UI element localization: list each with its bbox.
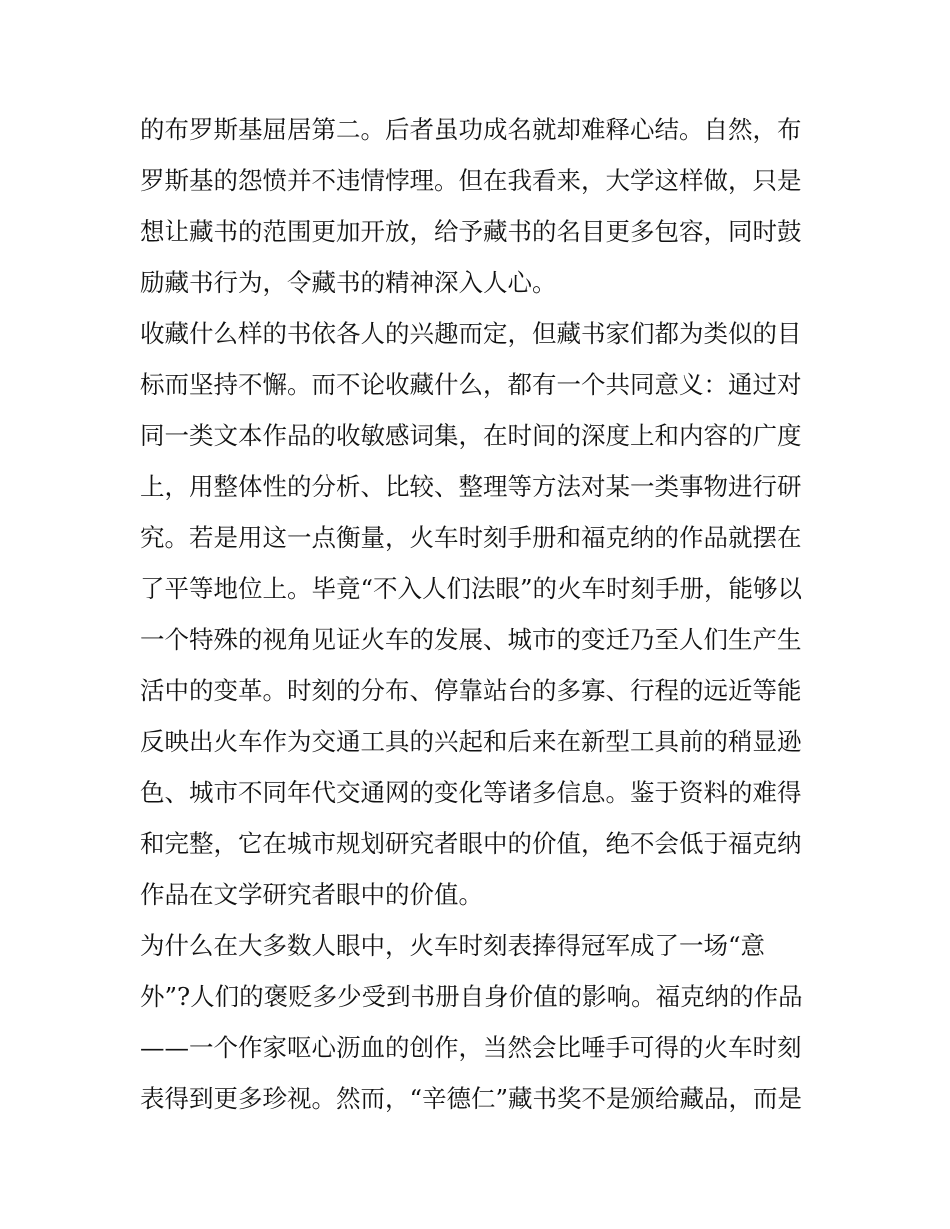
text-line: 标而坚持不懈。而不论收藏什么，都有一个共同意义：通过对 <box>140 370 802 399</box>
text-line: 和完整，它在城市规划研究者眼中的价值，绝不会低于福克纳 <box>140 829 802 858</box>
text-line: 外”?人们的褒贬多少受到书册自身价值的影响。福克纳的作品 <box>140 982 803 1011</box>
text-line: 罗斯基的怨愤并不违情悖理。但在我看来，大学这样做，只是 <box>140 166 802 195</box>
text-line: 活中的变革。时刻的分布、停靠站台的多寡、行程的远近等能 <box>140 676 802 705</box>
text-line: 究。若是用这一点衡量，火车时刻手册和福克纳的作品就摆在 <box>140 523 802 552</box>
text-line: 励藏书行为，令藏书的精神深入人心。 <box>140 268 557 297</box>
text-line: 反映出火车作为交通工具的兴起和后来在新型工具前的稍显逊 <box>140 727 802 756</box>
text-line: 一个特殊的视角见证火车的发展、城市的变迁乃至人们生产生 <box>140 625 802 654</box>
text-line: 同一类文本作品的收敏感词集，在时间的深度上和内容的广度 <box>140 421 802 450</box>
text-line: ——一个作家呕心沥血的创作，当然会比唾手可得的火车时刻 <box>140 1033 802 1062</box>
text-line: 的布罗斯基屈居第二。后者虽功成名就却难释心结。自然，布 <box>140 115 802 144</box>
text-line: 为什么在大多数人眼中，火车时刻表捧得冠军成了一场“意 <box>140 931 766 960</box>
text-line: 表得到更多珍视。然而，“辛德仁”藏书奖不是颁给藏品，而是 <box>140 1084 803 1113</box>
text-line: 作品在文学研究者眼中的价值。 <box>140 880 483 909</box>
text-line: 想让藏书的范围更加开放，给予藏书的名目更多包容，同时鼓 <box>140 217 802 246</box>
text-line: 收藏什么样的书依各人的兴趣而定，但藏书家们都为类似的目 <box>140 319 802 348</box>
article-body <box>140 104 820 1124</box>
text-line: 上，用整体性的分析、比较、整理等方法对某一类事物进行研 <box>140 472 802 501</box>
text-line: 色、城市不同年代交通网的变化等诸多信息。鉴于资料的难得 <box>140 778 802 807</box>
text-line: 了平等地位上。毕竟“不入人们法眼”的火车时刻手册，能够以 <box>140 574 803 603</box>
